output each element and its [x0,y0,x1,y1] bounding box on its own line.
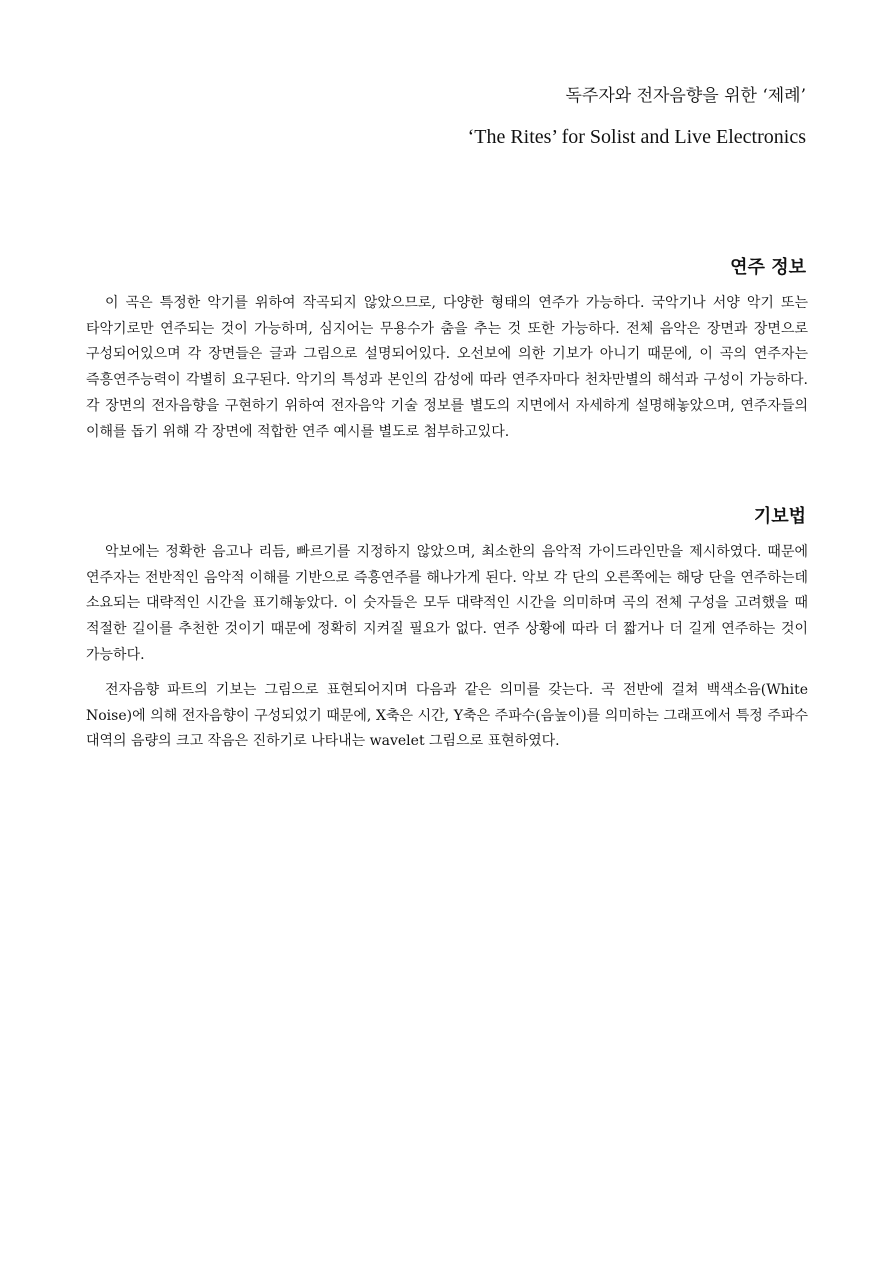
paragraph-notation-2: 전자음향 파트의 기보는 그림으로 표현되어지며 다음과 같은 의미를 갖는다. 곡 전반에 걸쳐 백색소음(White Noise)에 의해 전자음향이 구성되었기 때문에, X축은 시간, Y축은 주파수(음높이)를 의미하는 그래프에서 특정 주파수 대역의 음량의 크고 작음은 진하기로 나타내는 wavelet 그림으로 표현하였다. [86,682,808,750]
paragraph-notation-1: 악보에는 정확한 음고나 리듬, 빠르기를 지정하지 않았으며, 최소한의 음악적 가이드라인만을 제시하였다. 때문에 연주자는 전반적인 음악적 이해를 기반으로 즉흥연주를 해나가게 된다. 악보 각 단의 오른쪽에는 해당 단을 연주하는데 소요되는 대략적인 시간을 표기해놓았다. 이 숫자들은 모두 대략적인 시간을 의미하며 곡의 전체 구성을 고려했을 때 적절한 길이를 추천한 것이기 때문에 정확히 지켜질 필요가 없다. 연주 상황에 따라 더 짧거나 더 길게 연주하는 것이 가능하다. [86,544,808,663]
heading-performance-info: 연주 정보 [730,257,806,278]
paragraph-performance-info: 이 곡은 특정한 악기를 위하여 작곡되지 않았으므로, 다양한 형태의 연주가 가능하다. 국악기나 서양 악기 또는 타악기로만 연주되는 것이 가능하며, 심지어는 무용수가 춤을 추는 것 또한 가능하다. 전체 음악은 장면과 장면으로 구성되어있으며 각 장면들은 글과 그림으로 설명되어있다. 오선보에 의한 기보가 아니기 때문에, 이 곡의 연주자는 즉흥연주능력이 각별히 요구된다. 악기의 특성과 본인의 감성에 따라 연주자마다 천차만별의 해석과 구성이 가능하다. 각 장면의 전자음향을 구현하기 위하여 전자음악 기술 정보를 별도의 지면에서 자세하게 설명해놓았으며, 연주자들의 이해를 돕기 위해 각 장면에 적합한 연주 예시를 별도로 첨부하고있다. [86,295,808,440]
title-english: ‘The Rites’ for Solist and Live Electronics [467,126,806,148]
heading-notation: 기보법 [753,506,806,527]
title-korean: 독주자와 전자음향을 위한 ‘제례’ [565,86,806,106]
